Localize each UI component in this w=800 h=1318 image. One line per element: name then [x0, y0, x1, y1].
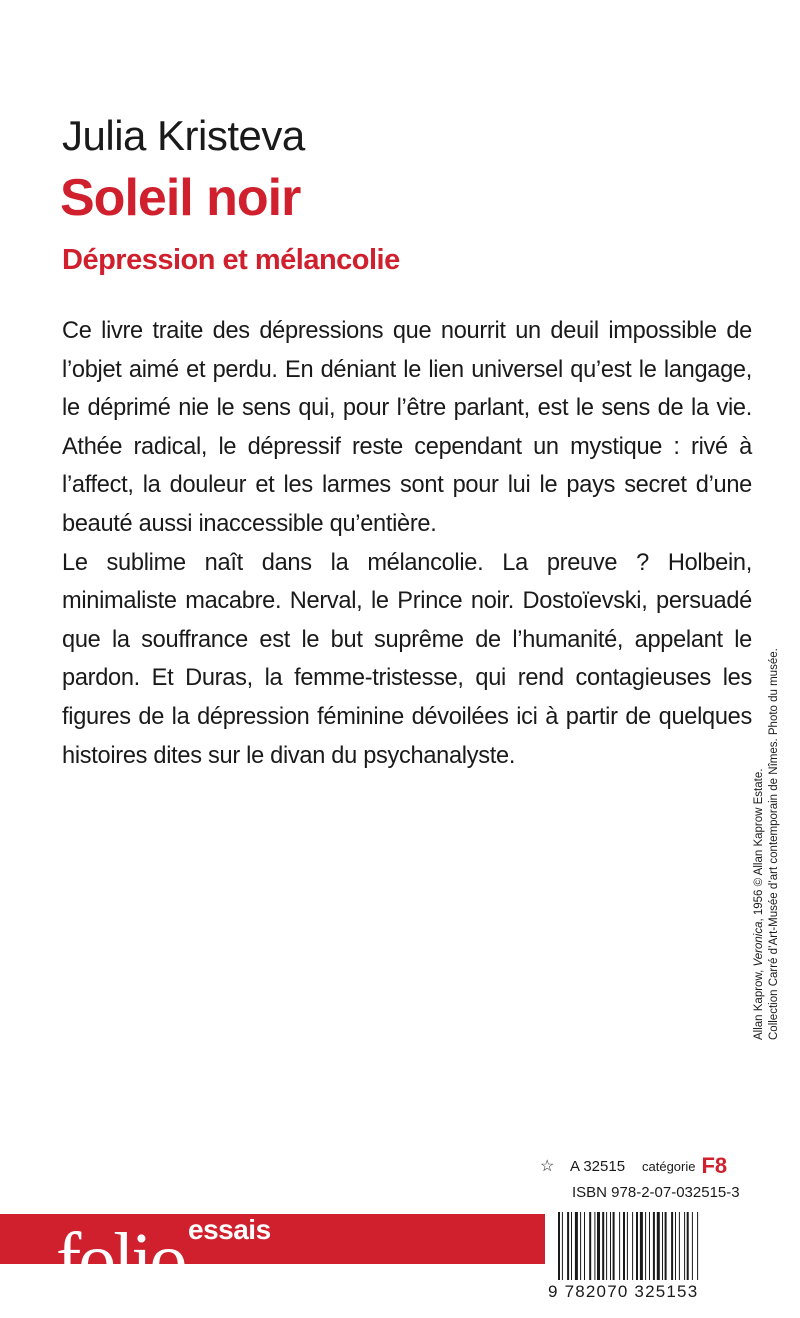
book-title: Soleil noir — [60, 169, 301, 227]
isbn-number: ISBN 978-2-07-032515-3 — [572, 1184, 740, 1201]
credit-work: Veronica — [753, 921, 765, 967]
barcode-bar — [692, 1212, 693, 1280]
barcode-bar — [636, 1212, 638, 1280]
credit-rest: , 1956 © Allan Kaprow Estate. — [753, 768, 765, 922]
book-subtitle: Dépression et mélancolie — [62, 244, 400, 276]
barcode-bar — [679, 1212, 680, 1280]
barcode-bar — [558, 1212, 560, 1280]
category-code: F8 — [701, 1153, 728, 1178]
category-label: catégorie — [642, 1158, 696, 1174]
barcode-bar — [649, 1212, 650, 1280]
blurb-paragraph: Le sublime naît dans la mélancolie. La preuve ? Holbein, minimaliste macabre. Nerval, le Prince noir. Dostoïevski, persuadé que la souffrance est le but suprême de l’humanité, appelant le pardon. Et Duras, la femme-tristesse, qui rend contagieuses les figures de la dépression féminine dévoilées ici à partir de quelques histoires dites sur le divan du psychanalyste. — [62, 549, 752, 769]
barcode-bar — [610, 1212, 611, 1280]
barcode-bar — [640, 1212, 643, 1280]
barcode-bar — [613, 1212, 615, 1280]
barcode-bar — [684, 1212, 685, 1280]
collection-name: essais — [188, 1214, 271, 1245]
barcode-bar — [575, 1212, 578, 1280]
star-symbol-icon: ☆ — [540, 1158, 555, 1175]
barcode-bar — [562, 1212, 563, 1280]
credit-artist: Allan Kaprow, — [753, 966, 765, 1040]
barcode-bar — [632, 1212, 633, 1280]
isbn-barcode — [548, 1212, 748, 1300]
barcode-bar — [602, 1212, 604, 1280]
barcode-bar — [645, 1212, 646, 1280]
blurb-paragraph: Ce livre traite des dépressions que nourrit un deuil impossible de l’objet aimé et perdu. En déniant le lien universel qu’est le langage, le déprimé nie le sens qui, pour l’être parlant, est le sens de la vie. Athée radical, le dépressif reste cependant un mystique : rivé à l’affect, la douleur et les larmes sont pour lui le pays secret d’une beauté aussi inaccessible qu’entière. — [62, 318, 752, 537]
barcode-digits: 9 782070 325153 — [548, 1282, 699, 1301]
barcode-bar — [653, 1212, 655, 1280]
barcode-bars — [548, 1212, 748, 1280]
folio-logo: folio — [56, 1218, 185, 1302]
barcode-bar — [675, 1212, 676, 1280]
barcode-bar — [697, 1212, 698, 1280]
barcode-bar — [589, 1212, 591, 1280]
barcode-bar — [627, 1212, 628, 1280]
barcode-bar — [567, 1212, 569, 1280]
catalog-reference: A 32515 — [570, 1157, 626, 1175]
catalog-codes — [540, 1152, 750, 1201]
author-name: Julia Kristeva — [62, 112, 305, 159]
back-cover-blurb — [62, 312, 752, 775]
barcode-bar — [619, 1212, 620, 1280]
barcode-bar — [594, 1212, 595, 1280]
barcode-bar — [671, 1212, 673, 1280]
barcode-bar — [662, 1212, 663, 1280]
barcode-bar — [597, 1212, 600, 1280]
barcode-bar — [584, 1212, 585, 1280]
credit-line-2: Collection Carré d’Art-Musée d’art contemporain de Nîmes. Photo du musée. — [768, 648, 780, 1040]
barcode-bar — [687, 1212, 689, 1280]
barcode-bar — [665, 1212, 667, 1280]
barcode-bar — [571, 1212, 572, 1280]
credit-line-1 — [752, 648, 767, 1040]
barcode-bar — [657, 1212, 660, 1280]
barcode-bar — [606, 1212, 607, 1280]
barcode-bar — [623, 1212, 625, 1280]
cover-image-credit — [752, 648, 782, 1040]
barcode-bar — [580, 1212, 581, 1280]
